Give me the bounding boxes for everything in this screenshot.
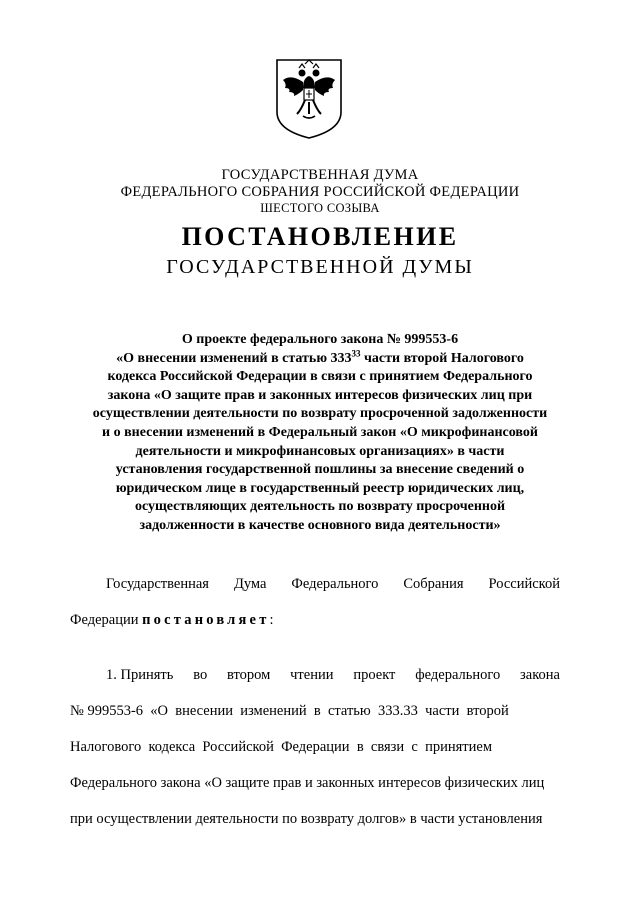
- heading-line: О проекте федерального закона № 999553-6: [181, 332, 459, 347]
- item1-word: закона: [520, 667, 560, 683]
- document-type-title: ПОСТАНОВЛЕНИЕ: [181, 222, 459, 251]
- heading-superscript: 33: [351, 347, 361, 358]
- resolves-spaced-word: постановляет: [142, 612, 270, 628]
- heading-line: осуществляющих деятельность по возврату просроченной: [134, 499, 506, 515]
- item1-line: Федерального закона «О защите прав и законных интересов физических лиц: [70, 775, 545, 791]
- item1-line: Налогового кодекса Российской Федерации в связи с принятием: [70, 739, 493, 755]
- item1-line: при осуществлении деятельности по возврату долгов» в части установления: [70, 811, 543, 827]
- heading-line-part: части второй Налогового: [360, 350, 524, 366]
- org-line-duma: ГОСУДАРСТВЕННАЯ ДУМА: [221, 167, 419, 183]
- heading-line-part: «О внесении изменений в статью 333: [116, 350, 352, 366]
- item1-word: чтении: [290, 667, 334, 683]
- intro-text: :: [269, 612, 274, 628]
- heading-line: деятельности и микрофинансовых организациях» в части: [135, 443, 505, 459]
- org-line-federal-assembly: ФЕДЕРАЛЬНОГО СОБРАНИЯ РОССИЙСКОЙ ФЕДЕРАЦИИ: [120, 184, 520, 200]
- item1-word: федерального: [415, 667, 501, 683]
- intro-word: Собрания: [403, 576, 464, 592]
- intro-text: Федерации: [70, 612, 143, 628]
- item1-line: [106, 667, 560, 684]
- intro-word: Российской: [488, 576, 560, 592]
- heading-line: [60, 347, 580, 369]
- item1-word: 1. Принять: [106, 667, 174, 683]
- document-issuer-subtitle: ГОСУДАРСТВЕННОЙ ДУМЫ: [166, 256, 474, 278]
- org-line-convocation: ШЕСТОГО СОЗЫВА: [260, 201, 380, 215]
- heading-line: установления государственной пошлины за внесение сведений о: [115, 462, 525, 478]
- item1-line: № 999553-6 «О внесении изменений в статью 333.33 части второй: [70, 703, 509, 719]
- intro-paragraph-line: [106, 576, 560, 593]
- heading-line: осуществлении деятельности по возврату просроченной задолженности: [92, 406, 548, 422]
- heading-line: кодекса Российской Федерации в связи с принятием Федерального: [107, 369, 533, 385]
- heading-line: и о внесении изменений в Федеральный закон «О микрофинансовой: [102, 424, 538, 440]
- item1-word: проект: [353, 667, 396, 683]
- coat-of-arms-emblem: [275, 58, 343, 140]
- intro-word: Государственная: [106, 576, 209, 592]
- resolution-heading: [60, 331, 580, 536]
- intro-word: Дума: [233, 576, 267, 592]
- intro-paragraph-line: [70, 612, 560, 629]
- heading-line: юридическом лице в государственный реестр юридических лиц,: [115, 480, 525, 496]
- intro-word: Федерального: [291, 576, 379, 592]
- item1-word: во: [193, 667, 208, 683]
- heading-line: закона «О защите прав и законных интересов физических лиц при: [107, 387, 533, 403]
- item1-word: втором: [227, 667, 271, 683]
- heading-line: задолженности в качестве основного вида деятельности»: [139, 517, 501, 533]
